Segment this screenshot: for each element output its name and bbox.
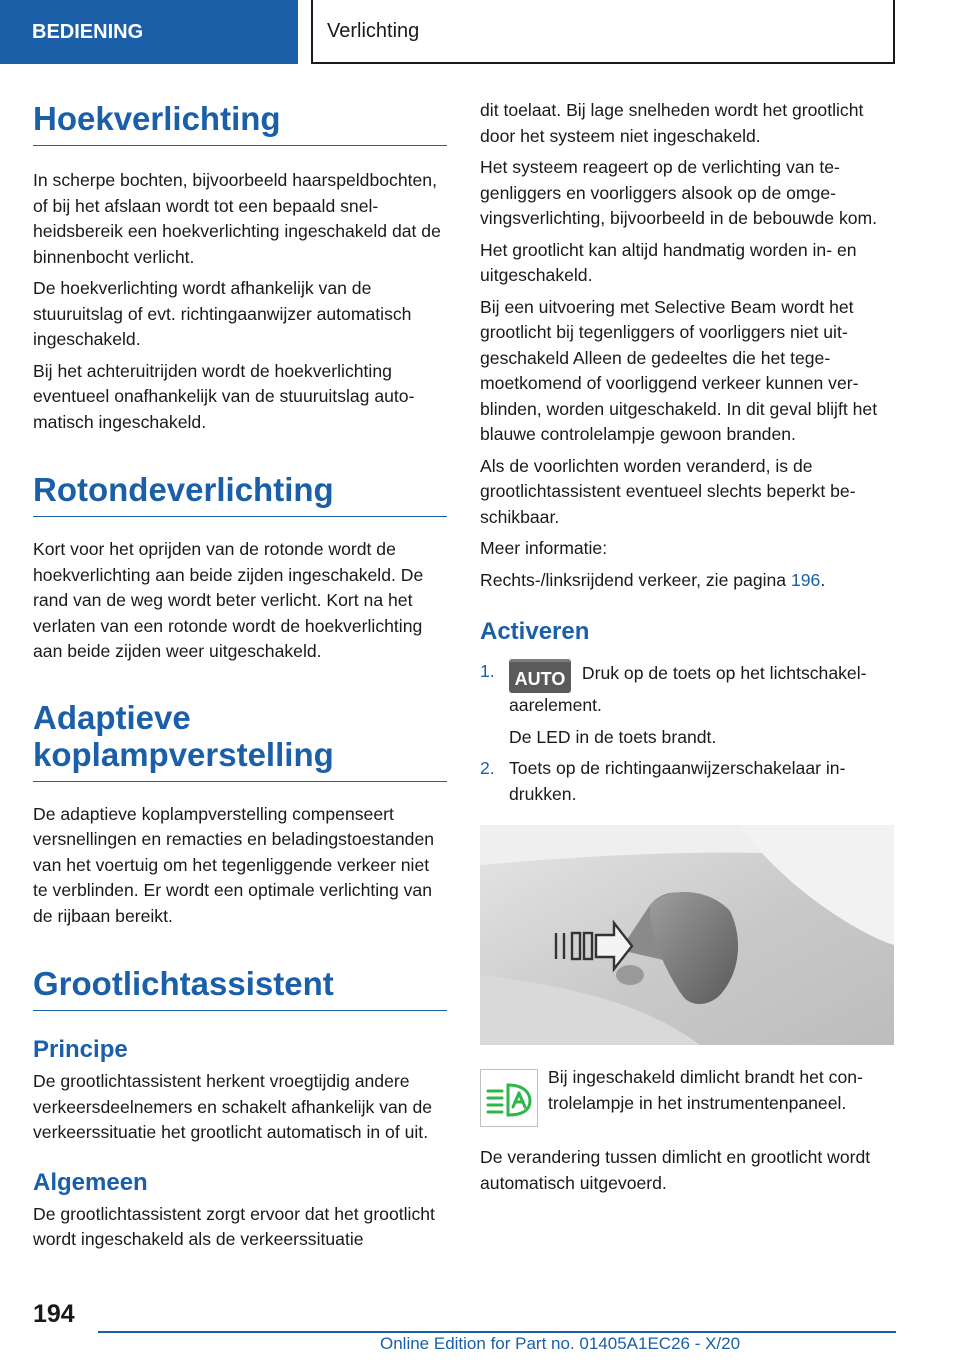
reference-suffix: . <box>820 569 826 590</box>
subheading-principe: Principe <box>33 1036 128 1063</box>
paragraph: Bij een uitvoering met Selective Beam wordt het grootlicht bij tegenliggers of voorliggers niet uitgeschakeld Alleen de gedeeltes die het tegemoetkomend of voorliggend verkeer kunnen verblinden, worden uitgeschakeld. In dit geval blijft het blauwe controlelampje gewoon branden. <box>480 296 878 444</box>
step-1 <box>480 659 894 719</box>
footer-divider <box>98 1331 896 1333</box>
paragraph: De grootlichtassistent zorgt ervoor dat het grootlicht wordt ingeschakeld als de verkeerssituatie <box>33 1203 435 1249</box>
high-beam-assistant-icon <box>480 1069 538 1127</box>
step-text: De LED in de toets brandt. <box>509 726 717 747</box>
step-number: 1. <box>480 661 495 681</box>
subheading-algemeen: Algemeen <box>33 1168 148 1196</box>
page-number: 194 <box>33 1300 75 1328</box>
left-column <box>33 100 447 1253</box>
turn-signal-lever-illustration <box>480 825 894 1045</box>
heading-grootlichtassistent: Grootlichtassistent <box>33 965 447 1011</box>
step-text: Toets op de richtingaanwijzerschakelaar indrukken. <box>509 758 846 804</box>
subheading-activeren: Activeren <box>480 618 590 645</box>
paragraph: Bij het achteruitrijden wordt de hoekverlichting eventueel onafhankelijk van de stuuruitslag automatisch ingeschakeld. <box>33 360 415 432</box>
paragraph: De adaptieve koplampverstelling compenseert versnellingen en remacties en beladingstoestanden van het voertuig om het tegenliggende verkeer niet te verblinden. Er wordt een optimale verlichting van de rijbaan bereikt. <box>33 803 435 926</box>
paragraph: dit toelaat. Bij lage snelheden wordt het grootlicht door het systeem niet ingeschakeld. <box>480 100 864 146</box>
paragraph: Het systeem reageert op de verlichting van tegenliggers en voorliggers alsook op de omgevingsverlichting, bijvoorbeeld in de bebouwde kom. <box>480 157 878 228</box>
indicator-row <box>480 1065 894 1135</box>
footer-edition: Online Edition for Part no. 01405A1EC26 - X/20 <box>380 1334 741 1353</box>
heading-line: Adaptieve <box>33 698 191 736</box>
paragraph: Het grootlicht kan altijd handmatig worden in- en uitgeschakeld. <box>480 239 857 285</box>
auto-button-icon: AUTO <box>509 659 571 693</box>
paragraph: De hoekverlichting wordt afhankelijk van de stuuruitslag of evt. richtingaanwijzer automatisch ingeschakeld. <box>33 278 412 349</box>
paragraph: Als de voorlichten worden veranderd, is de grootlichtassistent eventueel slechts beperkt beschikbaar. <box>480 455 856 527</box>
paragraph: In scherpe bochten, bijvoorbeeld haarspeldbochten, of bij het afslaan wordt tot een bepaald snelheidsbereik een hoekverlichting ingeschakeld dat de binnenbocht verlicht. <box>33 170 441 267</box>
paragraph: Kort voor het oprijden van de rotonde wordt de hoekverlichting aan beide zijden ingeschakeld. De rand van de weg wordt beter verlicht. Kort na het verlaten van een rotonde wordt de hoekverlichting aan beide zijden weer uitgeschakeld. <box>33 539 424 661</box>
right-column <box>480 98 894 1196</box>
step-text: Druk op de toets op het lichtschakelaarelement. <box>509 663 867 715</box>
heading-rotondeverlichting: Rotondeverlichting <box>33 471 447 517</box>
paragraph: De verandering tussen dimlicht en grootlicht wordt automatisch uitgevoerd. <box>480 1147 871 1193</box>
heading-line: koplampverstelling <box>33 735 334 773</box>
reference-text: Rechts-/linksrijdend verkeer, zie pagina <box>480 569 791 590</box>
paragraph: De grootlichtassistent herkent vroegtijdig andere verkeersdeelnemers en schakelt afhankelijk van de verkeerssituatie het grootlicht automatisch in of uit. <box>33 1071 433 1142</box>
step-2 <box>480 756 894 807</box>
section-tab: BEDIENING <box>0 0 298 64</box>
paragraph: Meer informatie: <box>480 538 608 558</box>
page-link[interactable]: 196 <box>790 569 821 590</box>
chapter-tab: Verlichting <box>311 0 895 64</box>
indicator-text: Bij ingeschakeld dimlicht brandt het controlelampje in het instrumentenpaneel. <box>548 1067 863 1113</box>
heading-hoekverlichting: Hoekverlichting <box>33 100 447 146</box>
paragraph <box>480 568 894 594</box>
step-1-result <box>480 725 894 751</box>
step-number: 2. <box>480 758 495 778</box>
heading-adaptieve-koplampverstelling <box>33 699 447 782</box>
